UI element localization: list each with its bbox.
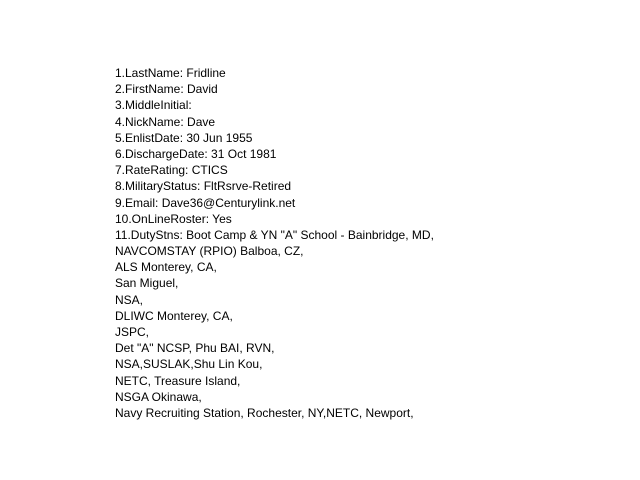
duty-station-item: DLIWC Monterey, CA, [115,308,233,323]
field-nick-name [115,114,615,130]
field-label: 3.MiddleInitial: [115,98,192,113]
field-value: Yes [212,211,232,226]
field-email [115,195,615,211]
field-value: Fridline [186,66,226,80]
duty-station-item: NSA,SUSLAK,Shu Lin Kou, [115,357,263,372]
field-label: 11.DutyStns: [115,227,187,242]
field-value: Dave [187,114,216,129]
duty-station-item: NSGA Okinawa, [115,389,202,404]
field-value: FltRsrve-Retired [203,179,292,194]
field-value: Boot Camp & YN "A" School - Bainbridge, MD, [186,227,434,242]
field-value: David [187,82,218,97]
field-rate-rating [115,162,615,178]
field-label: 8.MilitaryStatus: [115,179,204,194]
field-military-status [115,178,615,194]
duty-station-item: Navy Recruiting Station, Rochester, NY,NETC, Newport, [115,405,414,420]
duty-station-item: JSPC, [115,325,150,339]
field-online-roster [115,211,615,227]
duty-station-item: San Miguel, [115,276,179,291]
field-label: 5.EnlistDate: [115,130,187,145]
field-label: 9.Email: [115,195,162,210]
field-discharge-date [115,146,615,162]
field-enlist-date [115,130,615,146]
field-value: 30 Jun 1955 [186,130,253,145]
field-value: 31 Oct 1981 [211,146,277,161]
field-label: 4.NickName: [115,114,188,129]
field-last-name [115,65,615,81]
field-label: 2.FirstName: [115,82,188,97]
duty-station-item: Det "A" NCSP, Phu BAI, RVN, [115,341,275,356]
field-value: Dave36@Centurylink.net [161,195,296,210]
field-label: 10.OnLineRoster: [115,211,213,226]
field-first-name [115,81,615,97]
field-duty-stations [115,227,615,243]
duty-station-item: NETC, Treasure Island, [115,373,241,388]
field-label: 7.RateRating: [115,163,192,178]
field-value: CTICS [191,163,228,178]
field-label: 6.DischargeDate: [115,146,212,161]
duty-station-item: NSA, [115,292,144,307]
personnel-record [115,65,615,421]
field-middle-initial [115,97,615,113]
duty-station-item: ALS Monterey, CA, [115,260,217,275]
field-label: 1.LastName: [115,66,187,80]
duty-station-item: NAVCOMSTAY (RPIO) Balboa, CZ, [115,244,304,259]
